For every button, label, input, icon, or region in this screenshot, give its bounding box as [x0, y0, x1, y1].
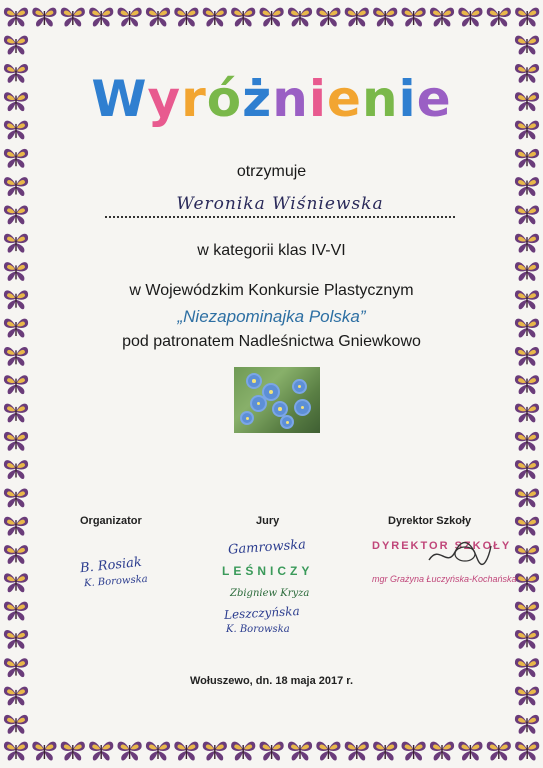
butterfly-icon: [4, 404, 28, 423]
director-stamp: DYREKTOR SZKOŁY: [372, 540, 512, 552]
butterfly-icon: [515, 517, 539, 536]
place-date: Wołuszewo, dn. 18 maja 2017 r.: [189, 675, 354, 687]
director-label: Dyrektor Szkoły: [388, 515, 472, 527]
dotted-line: [105, 216, 455, 218]
butterfly-icon: [4, 205, 28, 224]
butterfly-icon: [4, 517, 28, 536]
recipient-line: [105, 196, 455, 220]
title-letter: n: [361, 70, 399, 128]
butterfly-icon: [515, 432, 539, 451]
butterfly-icon: [231, 8, 255, 27]
butterfly-icon: [61, 742, 85, 761]
butterfly-icon: [118, 8, 142, 27]
butterfly-icon: [515, 545, 539, 564]
jury-signature-3: K. Borowska: [226, 624, 290, 635]
organizer-signature-2: K. Borowska: [83, 573, 149, 590]
butterfly-icon: [4, 488, 28, 507]
butterfly-icon: [515, 375, 539, 394]
butterfly-icon: [260, 8, 284, 27]
butterfly-icon: [515, 602, 539, 621]
title-letter: i: [398, 70, 417, 128]
butterfly-icon: [288, 8, 312, 27]
butterfly-icon: [515, 687, 539, 706]
forget-me-not-photo: [234, 367, 320, 433]
butterfly-icon: [515, 488, 539, 507]
receives-label: otrzymuje: [236, 163, 307, 180]
butterfly-icon: [146, 742, 170, 761]
butterfly-icon: [515, 715, 539, 734]
butterfly-icon: [515, 36, 539, 55]
certificate-title: [0, 70, 543, 128]
butterfly-icon: [515, 460, 539, 479]
butterfly-icon: [4, 602, 28, 621]
butterfly-icon: [4, 715, 28, 734]
jury-label: Jury: [256, 515, 280, 527]
butterfly-icon: [4, 742, 28, 761]
butterfly-icon: [402, 8, 426, 27]
butterfly-icon: [118, 742, 142, 761]
butterfly-icon: [174, 742, 198, 761]
butterfly-icon: [4, 262, 28, 281]
organizer-signature-1: B. Rosiak: [79, 554, 143, 577]
director-stamp-name: mgr Grażyna Łuczyńska-Kochańska: [372, 574, 517, 584]
butterfly-icon: [4, 36, 28, 55]
butterfly-icon: [316, 742, 340, 761]
butterfly-icon: [316, 8, 340, 27]
butterfly-icon: [515, 205, 539, 224]
butterfly-icon: [203, 8, 227, 27]
title-letter: y: [147, 70, 182, 128]
butterfly-icon: [373, 8, 397, 27]
butterfly-icon: [515, 262, 539, 281]
jury-signature-2: Leszczyńska: [223, 604, 301, 622]
title-letter: e: [327, 70, 362, 128]
jury-stamp: LEŚNICZY: [222, 564, 314, 578]
butterfly-icon: [4, 687, 28, 706]
butterfly-icon: [487, 742, 511, 761]
butterfly-icon: [515, 630, 539, 649]
butterfly-icon: [458, 8, 482, 27]
butterfly-icon: [4, 432, 28, 451]
butterfly-icon: [32, 8, 56, 27]
recipient-name: Weronika Wiśniewska: [176, 194, 384, 214]
butterfly-icon: [288, 742, 312, 761]
butterfly-icon: [89, 8, 113, 27]
title-letter: ż: [242, 70, 273, 128]
butterfly-icon: [430, 8, 454, 27]
contest-line: w Wojewódzkim Konkursie Plastycznym: [129, 282, 414, 299]
title-letter: i: [308, 70, 328, 128]
butterfly-icon: [174, 8, 198, 27]
butterfly-icon: [402, 742, 426, 761]
patronage-text: pod patronatem Nadleśnictwa Gniewkowo: [122, 333, 421, 350]
title-letter: e: [416, 70, 452, 128]
butterfly-icon: [4, 545, 28, 564]
butterfly-icon: [4, 375, 28, 394]
butterfly-icon: [61, 8, 85, 27]
butterfly-icon: [32, 742, 56, 761]
organizer-label: Organizator: [80, 515, 142, 527]
butterfly-icon: [260, 742, 284, 761]
jury-signature-1: Gamrowska: [227, 537, 307, 558]
butterfly-icon: [458, 742, 482, 761]
butterfly-icon: [231, 742, 255, 761]
category-text: w kategorii klas IV-VI: [197, 242, 346, 259]
butterfly-icon: [4, 573, 28, 592]
butterfly-icon: [4, 460, 28, 479]
butterfly-icon: [345, 742, 369, 761]
butterfly-icon: [4, 8, 28, 27]
title-letter: n: [272, 70, 309, 128]
butterfly-icon: [515, 8, 539, 27]
jury-stamp-name: Zbigniew Kryza: [230, 588, 310, 599]
butterfly-icon: [515, 404, 539, 423]
director-signature-scribble: [425, 538, 495, 570]
butterfly-icon: [89, 742, 113, 761]
butterfly-icon: [515, 742, 539, 761]
butterfly-icon: [146, 8, 170, 27]
butterfly-icon: [515, 573, 539, 592]
butterfly-icon: [373, 742, 397, 761]
butterfly-icon: [487, 8, 511, 27]
title-letter: r: [181, 70, 207, 128]
title-letter: ó: [206, 70, 243, 128]
contest-name: „Niezapominajka Polska”: [177, 307, 366, 326]
butterfly-icon: [4, 630, 28, 649]
butterfly-icon: [203, 742, 227, 761]
butterfly-icon: [430, 742, 454, 761]
title-letter: W: [91, 70, 148, 128]
butterfly-icon: [345, 8, 369, 27]
